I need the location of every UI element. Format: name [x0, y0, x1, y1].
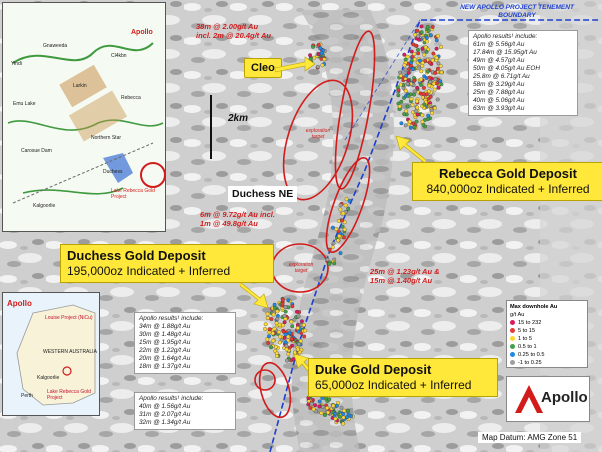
drillhole-point	[431, 25, 435, 29]
regional-inset-brand: Apollo	[131, 29, 153, 36]
rebecca-result-line: 25m @ 7.88g/t Au	[473, 89, 525, 96]
drillhole-point	[274, 345, 278, 349]
drillhole-point	[342, 236, 346, 240]
duchess-title: Duchess Gold Deposit	[67, 248, 206, 263]
drillhole-point	[334, 417, 338, 421]
rebecca-callout	[412, 162, 602, 201]
drillhole-point	[432, 82, 436, 86]
duchess-result-line: 34m @ 1.88g/t Au	[139, 323, 191, 330]
legend-item	[510, 343, 584, 351]
drillhole-point	[342, 212, 346, 216]
drillhole-point	[317, 43, 321, 47]
drillhole-point	[278, 335, 282, 339]
drillhole-point	[339, 251, 343, 255]
drillhole-point	[341, 412, 345, 416]
drillhole-point	[297, 315, 301, 319]
duchess-result-line: 15m @ 1.95g/t Au	[139, 339, 191, 346]
wa-label-western-australia: WESTERN AUSTRALIA	[43, 349, 97, 355]
legend-swatch	[510, 344, 515, 349]
duchess-ne-intercept-2: 1m @ 49.8g/t Au	[200, 219, 258, 228]
drillhole-point	[427, 90, 431, 94]
wa-label-kalgoorlie: Kalgoorlie	[37, 375, 60, 381]
drillhole-point	[436, 67, 440, 71]
regional-label-larkin: Larkin	[73, 83, 87, 89]
drillhole-point	[411, 103, 415, 107]
drillhole-point	[412, 93, 416, 97]
drillhole-point	[264, 322, 268, 326]
apollo-logo-text: Apollo	[541, 389, 588, 406]
drillhole-point	[290, 337, 294, 341]
drillhole-point	[273, 327, 277, 331]
drillhole-point	[436, 34, 440, 38]
drillhole-point	[338, 415, 342, 419]
drillhole-point	[426, 25, 430, 29]
drillhole-point	[299, 339, 303, 343]
drillhole-point	[341, 422, 345, 426]
drillhole-point	[435, 82, 439, 86]
drillhole-point	[328, 262, 332, 266]
drillhole-point	[343, 228, 347, 232]
regional-label-kalgoorlie: Kalgoorlie	[33, 203, 56, 209]
legend-swatch	[510, 352, 515, 357]
map-datum: Map Datum: AMG Zone 51	[478, 432, 581, 443]
drillhole-point	[429, 33, 433, 37]
drillhole-point	[333, 412, 337, 416]
legend-item	[510, 319, 584, 327]
regional-inset-map	[2, 2, 166, 232]
drillhole-point	[345, 415, 349, 419]
drillhole-point	[290, 320, 294, 324]
rebecca-results-header: Apollo results¹ include:	[473, 33, 538, 40]
drillhole-point	[426, 70, 430, 74]
legend	[506, 300, 588, 368]
drillhole-point	[416, 52, 420, 56]
rebecca-result-line: 25.8m @ 6.71g/t Au	[473, 73, 530, 80]
drillhole-point	[417, 66, 421, 70]
legend-swatch	[510, 328, 515, 333]
duke-intercept-2: 15m @ 1.40g/t Au	[370, 276, 433, 285]
duchess-ne-label: Duchess NE	[228, 186, 297, 202]
legend-label: 0.25 to 0.5	[518, 352, 545, 358]
regional-label-carosue-dam: Carosue Dam	[21, 148, 52, 154]
drillhole-point	[423, 103, 427, 107]
rebecca-result-line: 58m @ 3.29g/t Au	[473, 81, 525, 88]
drillhole-point	[296, 326, 300, 330]
drillhole-point	[344, 204, 348, 208]
drillhole-point	[332, 262, 336, 266]
drillhole-point	[340, 406, 344, 410]
legend-label: 15 to 232	[518, 320, 542, 326]
drillhole-point	[284, 340, 288, 344]
tenement-boundary-label: NEW APOLLO PROJECT TENEMENT BOUNDARY	[460, 4, 574, 19]
legend-label: -1 to 0.25	[518, 360, 542, 366]
duke-result-line: 31m @ 2.07g/t Au	[139, 411, 191, 418]
drillhole-point	[422, 92, 426, 96]
drillhole-point	[339, 208, 343, 212]
regional-label-emu-lake: Emu Lake	[13, 101, 36, 107]
drillhole-point	[318, 405, 322, 409]
drillhole-point	[417, 38, 421, 42]
drillhole-point	[434, 71, 438, 75]
drillhole-point	[337, 219, 341, 223]
drillhole-point	[420, 70, 424, 74]
drillhole-point	[406, 82, 410, 86]
drillhole-point	[419, 78, 423, 82]
duchess-results-header: Apollo results¹ include:	[139, 315, 204, 322]
drillhole-point	[339, 203, 343, 207]
drillhole-point	[346, 409, 350, 413]
regional-label-project: Lake Rebecca Gold Project	[111, 188, 155, 200]
drillhole-point	[435, 39, 439, 43]
drillhole-point	[413, 90, 417, 94]
drillhole-point	[323, 58, 327, 62]
drillhole-point	[422, 53, 426, 57]
drillhole-point	[412, 79, 416, 83]
drillhole-point	[428, 84, 432, 88]
drillhole-point	[302, 323, 306, 327]
drillhole-point	[440, 83, 444, 87]
drillhole-point	[413, 52, 417, 56]
drillhole-point	[263, 327, 267, 331]
drillhole-point	[421, 96, 425, 100]
drillhole-point	[273, 306, 277, 310]
drillhole-point	[331, 226, 335, 230]
duke-intercepts	[370, 267, 440, 285]
drillhole-point	[266, 316, 270, 320]
duchess-result-line: 20m @ 1.64g/t Au	[139, 355, 191, 362]
drillhole-point	[410, 97, 414, 101]
drillhole-point	[415, 100, 419, 104]
drillhole-point	[413, 125, 417, 129]
duke-callout	[308, 358, 498, 397]
wa-inset-brand: Apollo	[7, 299, 32, 308]
legend-swatch	[510, 320, 515, 325]
duchess-arrow	[240, 282, 270, 310]
drillhole-point	[407, 71, 411, 75]
drillhole-point	[332, 404, 336, 408]
scale-bar-label: 2km	[228, 113, 249, 124]
rebecca-result-line: 63m @ 3.93g/t Au	[473, 105, 525, 112]
drillhole-point	[283, 336, 287, 340]
drillhole-point	[429, 95, 433, 99]
drillhole-point	[271, 332, 275, 336]
drillhole-point	[309, 406, 313, 410]
duke-intercept-1: 25m @ 1.23g/t Au &	[370, 267, 440, 276]
drillhole-point	[345, 197, 349, 201]
drillhole-point	[434, 78, 438, 82]
drillhole-point	[425, 50, 429, 54]
drillhole-point	[283, 320, 287, 324]
drillhole-point	[320, 52, 324, 56]
drillhole-point	[277, 330, 281, 334]
wa-label-perth: Perth	[21, 393, 33, 399]
rebecca-result-line: 49m @ 4.57g/t Au	[473, 57, 525, 64]
drillhole-point	[414, 44, 418, 48]
duchess-result-line: 18m @ 1.37g/t Au	[139, 363, 191, 370]
drillhole-point	[422, 86, 426, 90]
drillhole-point	[406, 105, 410, 109]
drillhole-point	[335, 227, 339, 231]
rebecca-resource: 840,000oz Indicated + Inferred	[426, 182, 590, 196]
drillhole-point	[326, 411, 330, 415]
drillhole-point	[404, 124, 408, 128]
drillhole-point	[290, 324, 294, 328]
drillhole-point	[346, 207, 350, 211]
drillhole-point	[288, 331, 292, 335]
drillhole-point	[440, 71, 444, 75]
drillhole-point	[266, 312, 270, 316]
regional-label-gnaweeda: Gnaweeda	[43, 43, 68, 49]
drillhole-point	[420, 25, 424, 29]
drillhole-point	[300, 320, 304, 324]
drillhole-point	[281, 302, 285, 306]
legend-label: 0.5 to 1	[518, 344, 537, 350]
legend-item	[510, 335, 584, 343]
drillhole-point	[409, 64, 413, 68]
drillhole-point	[427, 29, 431, 33]
drillhole-point	[421, 113, 425, 117]
duchess-ne-intercepts	[200, 210, 275, 228]
drillhole-point	[284, 310, 288, 314]
drillhole-point	[420, 30, 424, 34]
regional-label-duchess: Duchess	[103, 169, 123, 175]
duchess-ne-intercept-1: 6m @ 9.72g/t Au incl.	[200, 210, 275, 219]
drillhole-point	[266, 341, 270, 345]
drillhole-point	[325, 406, 329, 410]
drillhole-point	[340, 219, 344, 223]
drillhole-point	[406, 55, 410, 59]
rebecca-result-line: 17.84m @ 15.95g/t Au	[473, 49, 537, 56]
drillhole-point	[411, 122, 415, 126]
legend-swatch	[510, 360, 515, 365]
drillhole-point	[430, 111, 434, 115]
duke-results-box	[134, 392, 236, 430]
drillhole-point	[285, 359, 289, 363]
duchess-resource: 195,000oz Indicated + Inferred	[67, 264, 231, 278]
drillhole-point	[404, 89, 408, 93]
legend-swatch	[510, 336, 515, 341]
drillhole-point	[424, 46, 428, 50]
drillhole-point	[428, 76, 432, 80]
drillhole-point	[276, 317, 280, 321]
wa-inset-map	[2, 292, 100, 416]
drillhole-point	[439, 45, 443, 49]
drillhole-point	[326, 258, 330, 262]
drillhole-point	[435, 56, 439, 60]
drillhole-point	[408, 120, 412, 124]
drillhole-point	[398, 105, 402, 109]
drillhole-point	[291, 304, 295, 308]
drillhole-point	[421, 47, 425, 51]
drillhole-point	[303, 329, 307, 333]
legend-unit: g/t Au	[510, 312, 525, 318]
drillhole-point	[397, 94, 401, 98]
drillhole-point	[297, 330, 301, 334]
cleo-callout: Cleo	[244, 58, 282, 78]
drillhole-point	[431, 59, 435, 63]
ellipse-label-upper: exploration target	[305, 128, 331, 140]
duchess-callout	[60, 244, 274, 283]
regional-label-northern-star: Northern Star	[91, 135, 122, 141]
drillhole-point	[405, 74, 409, 78]
duke-result-line: 40m @ 1.56g/t Au	[139, 403, 191, 410]
drillhole-point	[406, 79, 410, 83]
drillhole-point	[416, 113, 420, 117]
rebecca-result-line: 61m @ 5.56g/t Au	[473, 41, 525, 48]
drillhole-point	[307, 403, 311, 407]
drillhole-point	[273, 303, 277, 307]
duke-title: Duke Gold Deposit	[315, 362, 432, 377]
drillhole-point	[398, 71, 402, 75]
drillhole-point	[433, 106, 437, 110]
drillhole-point	[437, 86, 441, 90]
wa-label-project: Lake Rebecca Gold Project	[47, 389, 91, 401]
drillhole-point	[285, 344, 289, 348]
drillhole-point	[342, 409, 346, 413]
apollo-logo	[506, 376, 590, 422]
legend-label: 5 to 15	[518, 328, 536, 334]
drillhole-point	[400, 122, 404, 126]
drillhole-point	[288, 346, 292, 350]
wa-label-louise: Louise Project (NiCu)	[45, 315, 93, 321]
drillhole-point	[295, 310, 299, 314]
drillhole-point	[415, 106, 419, 110]
drillhole-point	[437, 62, 441, 66]
rebecca-result-line: 40m @ 5.06g/t Au	[473, 97, 525, 104]
drillhole-point	[422, 75, 426, 79]
drillhole-point	[328, 248, 332, 252]
drillhole-point	[268, 327, 272, 331]
drillhole-point	[331, 245, 335, 249]
ellipse-label-lower: exploration target	[288, 262, 314, 274]
drillhole-point	[267, 335, 271, 339]
drillhole-point	[269, 346, 273, 350]
legend-item	[510, 327, 584, 335]
drillhole-point	[318, 400, 322, 404]
drillhole-point	[435, 47, 439, 51]
drillhole-point	[416, 29, 420, 33]
drillhole-point	[396, 85, 400, 89]
drillhole-point	[421, 120, 425, 124]
drillhole-point	[338, 234, 342, 238]
drillhole-point	[426, 117, 430, 121]
drillhole-point	[275, 321, 279, 325]
drillhole-point	[413, 58, 417, 62]
drillhole-point	[428, 61, 432, 65]
drillhole-point	[270, 317, 274, 321]
legend-items	[510, 319, 584, 367]
drillhole-point	[399, 83, 403, 87]
scale-bar	[210, 95, 212, 159]
drillhole-point	[425, 40, 429, 44]
cleo-arrow	[275, 54, 315, 74]
drillhole-point	[414, 109, 418, 113]
duke-resource: 65,000oz Indicated + Inferred	[315, 378, 472, 392]
drillhole-point	[419, 83, 423, 87]
drillhole-point	[335, 404, 339, 408]
drillhole-point	[425, 93, 429, 97]
drillhole-point	[312, 408, 316, 412]
duchess-result-line: 30m @ 1.48g/t Au	[139, 331, 191, 338]
drillhole-point	[272, 339, 276, 343]
drillhole-point	[411, 67, 415, 71]
drillhole-point	[336, 239, 340, 243]
drillhole-point	[293, 318, 297, 322]
drillhole-point	[283, 314, 287, 318]
drillhole-point	[332, 242, 336, 246]
drillhole-point	[272, 313, 276, 317]
drillhole-point	[404, 68, 408, 72]
legend-item	[510, 351, 584, 359]
drillhole-point	[416, 35, 420, 39]
drillhole-point	[426, 114, 430, 118]
rebecca-result-line: 50m @ 4.05g/t Au EOH	[473, 65, 540, 72]
rebecca-results-box	[468, 30, 578, 116]
drillhole-point	[415, 86, 419, 90]
regional-label-yindi: Yindi	[11, 61, 22, 67]
drillhole-point	[429, 80, 433, 84]
drillhole-point	[276, 310, 280, 314]
drillhole-point	[284, 333, 288, 337]
drillhole-point	[407, 94, 411, 98]
drillhole-point	[278, 341, 282, 345]
drillhole-point	[436, 98, 440, 102]
drillhole-point	[416, 48, 420, 52]
duchess-results-box	[134, 312, 236, 374]
legend-title: Max downhole Au	[510, 304, 558, 310]
drillhole-point	[313, 403, 317, 407]
drillhole-point	[433, 88, 437, 92]
drillhole-point	[432, 52, 436, 56]
regional-label-rebecca: Rebecca	[121, 95, 141, 101]
drillhole-point	[281, 298, 285, 302]
drillhole-point	[287, 298, 291, 302]
drillhole-point	[425, 36, 429, 40]
duke-results-header: Apollo results¹ include:	[139, 395, 204, 402]
drillhole-point	[311, 45, 315, 49]
cleo-intercept-1: 38m @ 2.00g/t Au	[196, 22, 259, 31]
duke-result-line: 32m @ 1.34g/t Au	[139, 419, 191, 426]
legend-label: 1 to 5	[518, 336, 532, 342]
rebecca-title: Rebecca Gold Deposit	[439, 166, 577, 181]
drillhole-point	[421, 61, 425, 65]
drillhole-point	[285, 348, 289, 352]
drillhole-point	[327, 398, 331, 402]
drillhole-point	[409, 126, 413, 130]
drillhole-point	[302, 335, 306, 339]
cleo-intercept-2: incl. 2m @ 20.4g/t Au	[196, 31, 271, 40]
drillhole-point	[321, 405, 325, 409]
drillhole-point	[320, 411, 324, 415]
drillhole-point	[403, 64, 407, 68]
drillhole-point	[275, 354, 279, 358]
drillhole-point	[403, 53, 407, 57]
drillhole-point	[415, 120, 419, 124]
legend-item	[510, 359, 584, 367]
drillhole-point	[321, 64, 325, 68]
cleo-intercepts	[196, 22, 271, 40]
regional-label-cl4kbn: Cl4kbn	[111, 53, 127, 59]
drillhole-point	[310, 402, 314, 406]
drillhole-point	[404, 109, 408, 113]
drillhole-point	[316, 65, 320, 69]
duchess-result-line: 22m @ 1.22g/t Au	[139, 347, 191, 354]
